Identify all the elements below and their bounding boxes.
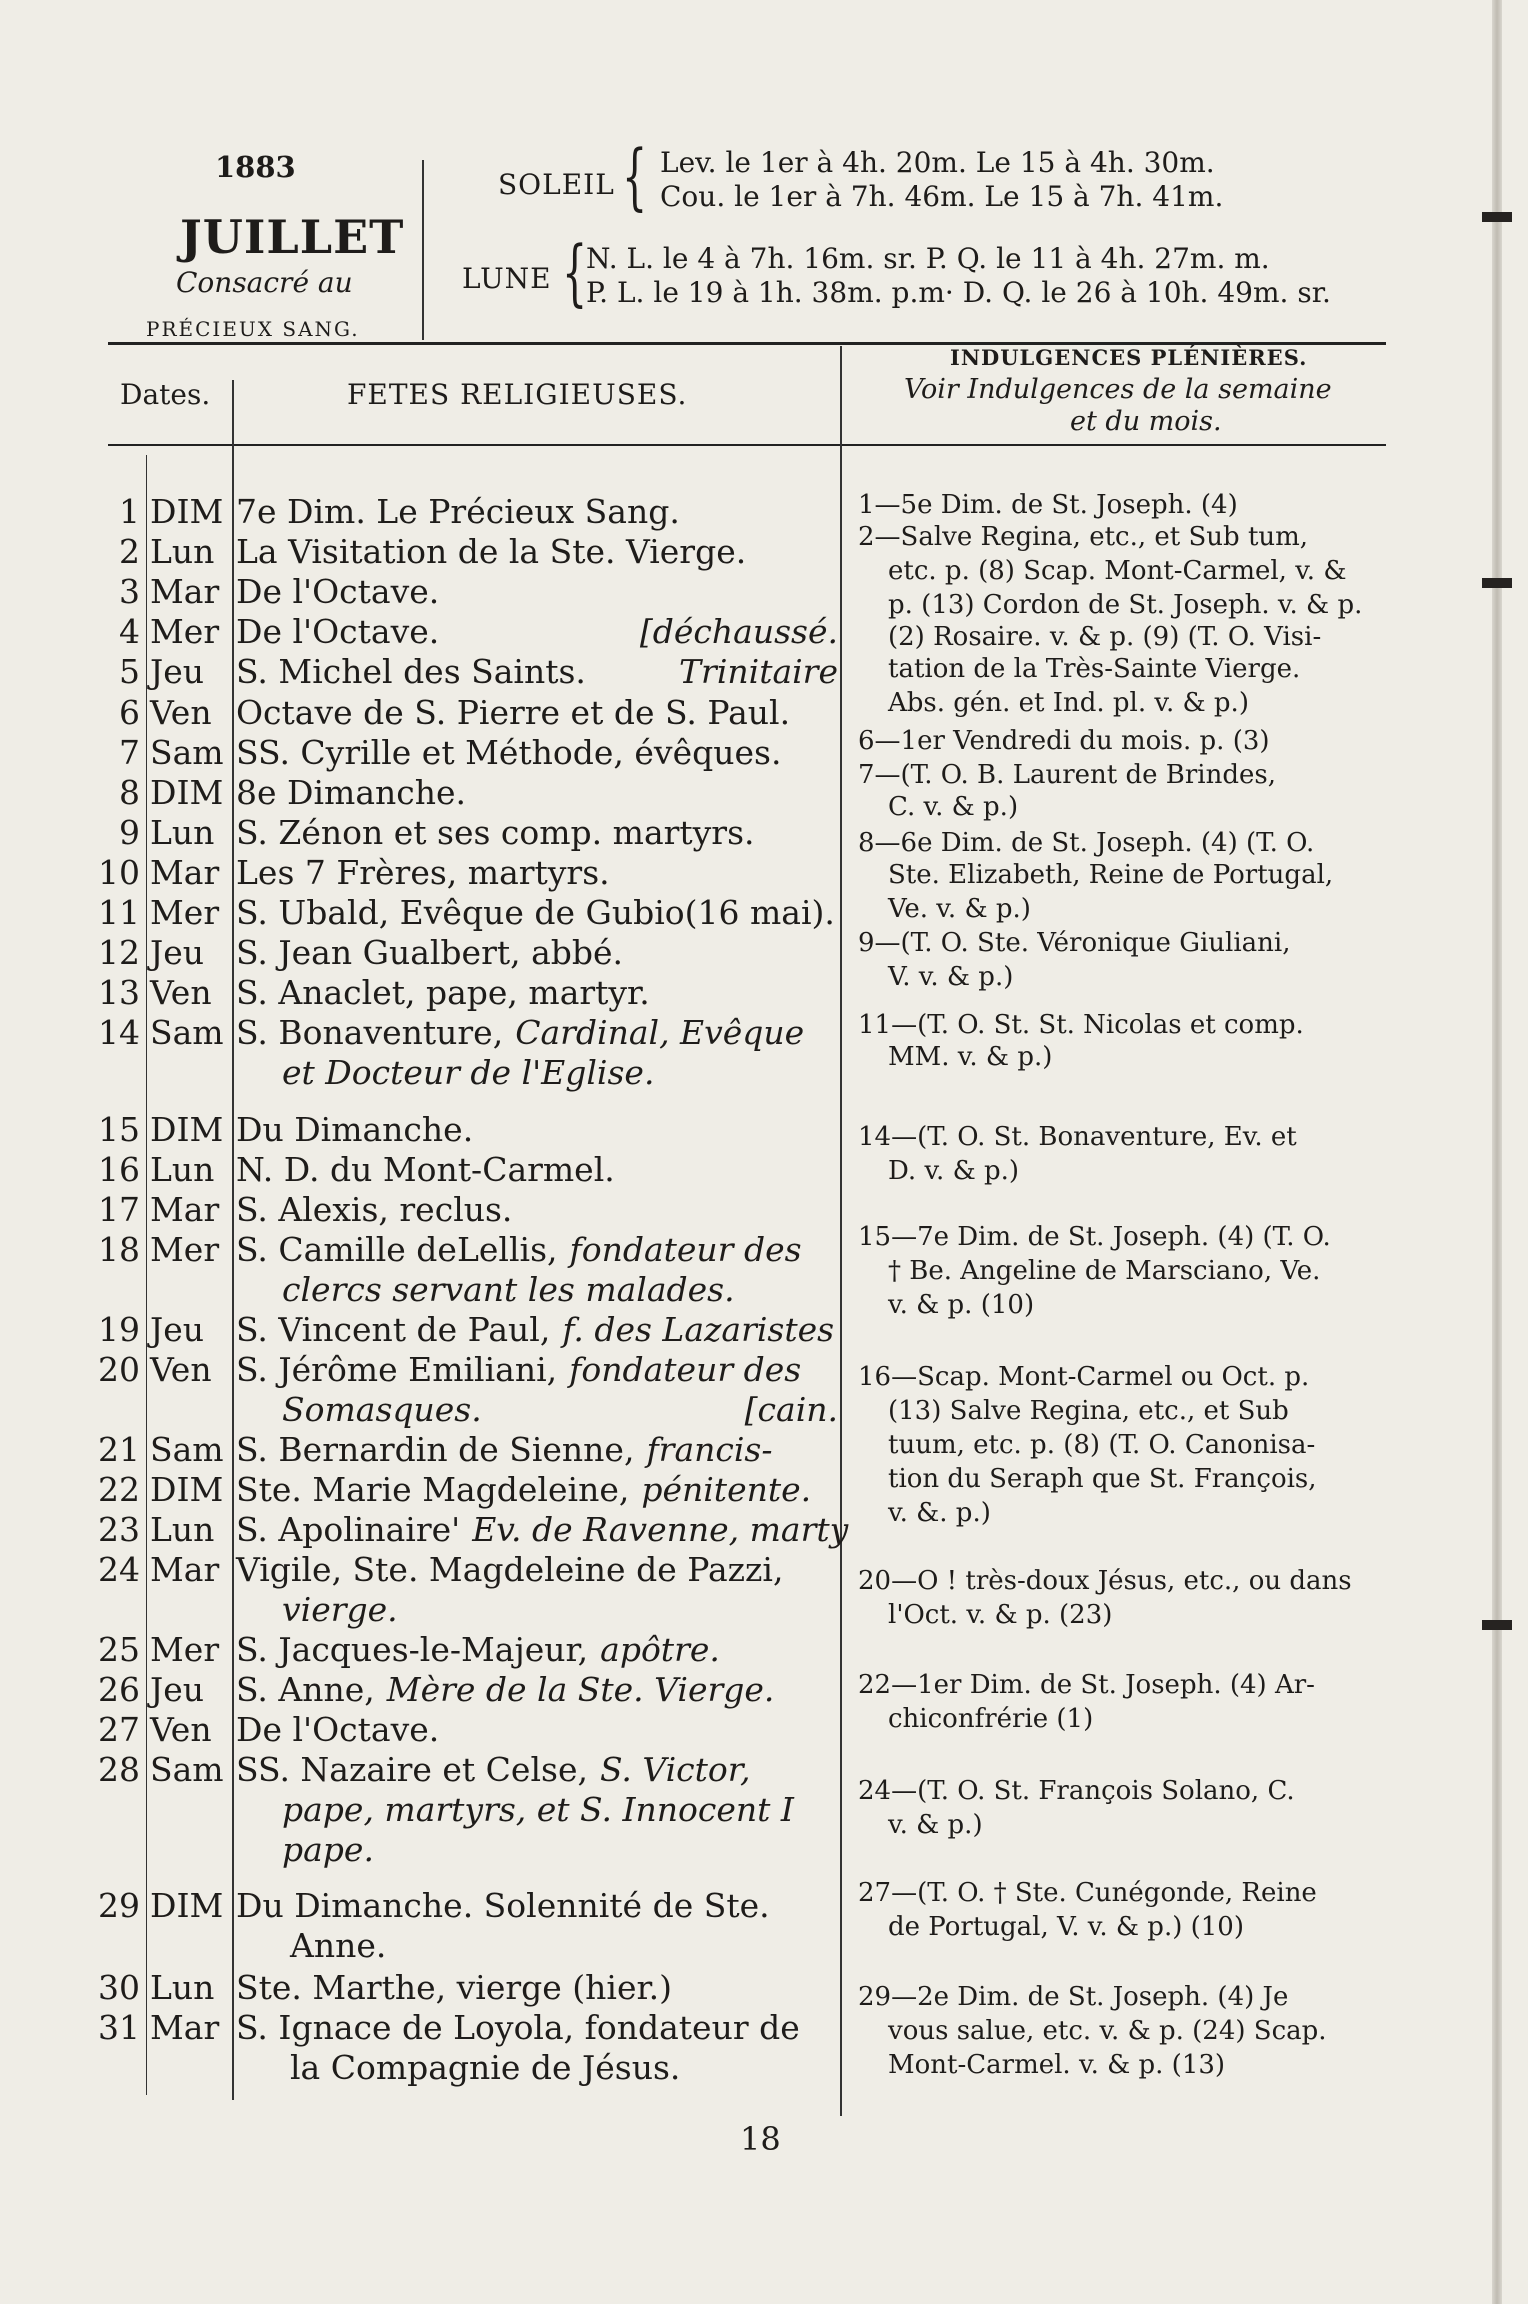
feast-name: SS. Cyrille et Méthode, évêques. — [236, 733, 782, 772]
day-number: 31 — [98, 2008, 140, 2047]
indulgence-line: v. & p.) — [888, 1810, 983, 1840]
year: 1883 — [215, 150, 296, 184]
day-number: 3 — [119, 572, 140, 611]
feast-title-italic: francis- — [646, 1430, 773, 1469]
indulgence-line: D. v. & p.) — [888, 1156, 1020, 1186]
indulgence-line: (13) Salve Regina, etc., et Sub — [888, 1396, 1289, 1426]
feast-name: La Visitation de la Ste. Vierge. — [236, 532, 747, 571]
day-name: Jeu — [150, 1670, 205, 1709]
feast-continuation: vierge. — [282, 1590, 398, 1629]
day-number: 20 — [98, 1350, 140, 1389]
day-number: 24 — [98, 1550, 140, 1589]
day-name: Mer — [150, 612, 220, 651]
feast-name: Ste. Marthe, vierge (hier.) — [236, 1968, 673, 2007]
day-number: 11 — [98, 893, 140, 932]
feast-name: S. Ignace de Loyola, fondateur de — [236, 2008, 800, 2047]
indulgences-header: INDULGENCES PLÉNIÈRES. — [950, 345, 1308, 370]
feast-name: Ste. Marie Magdeleine, — [236, 1470, 630, 1509]
lune-line-1: N. L. le 4 à 7h. 16m. sr. P. Q. le 11 à 4h. 27m. m. — [586, 242, 1270, 275]
indulgence-line: v. &. p.) — [888, 1498, 991, 1528]
feast-title-italic: Cardinal, Evêque — [515, 1013, 805, 1052]
day-name: Mar — [150, 2008, 220, 2047]
feast-name: S. Jacques-le-Majeur, — [236, 1630, 589, 1669]
day-name: Sam — [150, 1750, 224, 1789]
indulgence-line: Abs. gén. et Ind. pl. v. & p.) — [888, 688, 1249, 718]
day-name: Sam — [150, 1430, 224, 1469]
soleil-line-1: Lev. le 1er à 4h. 20m. Le 15 à 4h. 30m. — [660, 146, 1215, 179]
feast-name: S. Zénon et ses comp. martyrs. — [236, 813, 755, 852]
feast-name: Du Dimanche. Solennité de Ste. — [236, 1886, 770, 1925]
indulgence-line: 22—1er Dim. de St. Joseph. (4) Ar- — [858, 1670, 1315, 1700]
indulgence-line: 7—(T. O. B. Laurent de Brindes, — [858, 760, 1277, 790]
feast-continuation: clercs servant les malades. — [282, 1270, 735, 1309]
indulgence-line: 8—6e Dim. de St. Joseph. (4) (T. O. — [858, 828, 1315, 858]
dates-column-rule — [232, 380, 234, 2100]
feast-name: S. Anne, — [236, 1670, 375, 1709]
indulgence-line: p. (13) Cordon de St. Joseph. v. & p. — [888, 590, 1363, 620]
day-name: Sam — [150, 733, 224, 772]
feast-name: S. Bernardin de Sienne, — [236, 1430, 635, 1469]
indulgence-line: 29—2e Dim. de St. Joseph. (4) Je — [858, 1982, 1289, 2012]
day-number: 17 — [98, 1190, 140, 1229]
indulgence-line: 1—5e Dim. de St. Joseph. (4) — [858, 490, 1238, 520]
month-title: JUILLET — [180, 210, 405, 264]
day-number: 6 — [119, 693, 140, 732]
soleil-label: SOLEIL — [498, 168, 615, 201]
day-name: Ven — [150, 1350, 212, 1389]
header-divider — [422, 160, 424, 340]
feast-name: S. Apolinaire' — [236, 1510, 461, 1549]
indulgence-line: tion du Seraph que St. François, — [888, 1464, 1317, 1494]
indulgence-line: 9—(T. O. Ste. Véronique Giuliani, — [858, 928, 1291, 958]
indulgence-line: † Be. Angeline de Marsciano, Ve. — [888, 1256, 1321, 1286]
feast-name: De l'Octave. — [236, 612, 440, 651]
feast-name: S. Alexis, reclus. — [236, 1190, 513, 1229]
day-name: Sam — [150, 1013, 224, 1052]
indulgence-line: 20—O ! très-doux Jésus, etc., ou dans — [858, 1566, 1352, 1596]
feast-name: Les 7 Frères, martyrs. — [236, 853, 610, 892]
dates-header: Dates. — [120, 378, 211, 411]
indulgences-column-rule — [840, 346, 842, 2116]
indulgence-line: de Portugal, V. v. & p.) (10) — [888, 1912, 1244, 1942]
day-name: Lun — [150, 813, 215, 852]
day-number: 14 — [98, 1013, 140, 1052]
feast-name: S. Camille deLellis, — [236, 1230, 558, 1269]
day-name: Ven — [150, 973, 212, 1012]
page-binding-edge — [1492, 0, 1502, 2304]
day-name: Mer — [150, 1230, 220, 1269]
day-name: Ven — [150, 1710, 212, 1749]
indulgence-line: Ste. Elizabeth, Reine de Portugal, — [888, 860, 1334, 890]
day-name: DIM — [150, 1110, 224, 1149]
feast-name: S. Vincent de Paul, — [236, 1310, 551, 1349]
edge-tick-mark — [1482, 1620, 1512, 1630]
feast-name: Octave de S. Pierre et de S. Paul. — [236, 693, 791, 732]
indulgence-line: chiconfrérie (1) — [888, 1704, 1094, 1734]
fetes-header: FETES RELIGIEUSES. — [347, 378, 688, 411]
soleil-brace: { — [622, 134, 648, 218]
indulgence-line: vous salue, etc. v. & p. (24) Scap. — [888, 2016, 1327, 2046]
indulgences-subheader-1: Voir Indulgences de la semaine — [904, 374, 1332, 405]
indulgence-line: V. v. & p.) — [888, 962, 1014, 992]
feast-title-italic: Ev. de Ravenne, marty — [472, 1510, 849, 1549]
feast-name: SS. Nazaire et Celse, — [236, 1750, 588, 1789]
feast-name: S. Michel des Saints. — [236, 652, 586, 691]
day-number: 25 — [98, 1630, 140, 1669]
day-name: Jeu — [150, 1310, 205, 1349]
day-number: 4 — [119, 612, 140, 651]
day-name: Jeu — [150, 933, 205, 972]
indulgence-line: tation de la Très-Sainte Vierge. — [888, 654, 1301, 684]
feast-title-italic: S. Victor, — [599, 1750, 751, 1789]
day-number: 9 — [119, 813, 140, 852]
day-name: Lun — [150, 1510, 215, 1549]
day-number: 30 — [98, 1968, 140, 2007]
day-name: Lun — [150, 532, 215, 571]
table-head-rule — [108, 444, 1386, 446]
day-number: 21 — [98, 1430, 140, 1469]
lune-line-2: P. L. le 19 à 1h. 38m. p.m· D. Q. le 26 à 10h. 49m. sr. — [586, 276, 1331, 309]
day-name: DIM — [150, 773, 224, 812]
feast-continuation: pape, martyrs, et S. Innocent I — [282, 1790, 794, 1829]
indulgence-line: 16—Scap. Mont-Carmel ou Oct. p. — [858, 1362, 1310, 1392]
day-name: DIM — [150, 492, 224, 531]
feast-title-italic: apôtre. — [600, 1630, 720, 1669]
day-name: Mer — [150, 1630, 220, 1669]
day-name: Mar — [150, 572, 220, 611]
day-name: Lun — [150, 1150, 215, 1189]
feast-name: S. Bonaventure, — [236, 1013, 504, 1052]
feast-title-italic: f. des Lazaristes — [562, 1310, 835, 1349]
soleil-line-2: Cou. le 1er à 7h. 46m. Le 15 à 7h. 41m. — [660, 180, 1224, 213]
indulgence-line: (2) Rosaire. v. & p. (9) (T. O. Visi- — [888, 622, 1322, 652]
day-number: 27 — [98, 1710, 140, 1749]
indulgence-line: 2—Salve Regina, etc., et Sub tum, — [858, 522, 1309, 552]
indulgence-line: 14—(T. O. St. Bonaventure, Ev. et — [858, 1122, 1297, 1152]
day-name: Mer — [150, 893, 220, 932]
feast-name: S. Jean Gualbert, abbé. — [236, 933, 624, 972]
page-number: 18 — [740, 2120, 781, 2158]
day-number: 13 — [98, 973, 140, 1012]
day-number: 2 — [119, 532, 140, 571]
day-name: Mar — [150, 853, 220, 892]
day-name: Mar — [150, 1190, 220, 1229]
feast-name: N. D. du Mont-Carmel. — [236, 1150, 615, 1189]
feast-title-italic: pénitente. — [641, 1470, 812, 1509]
indulgence-line: C. v. & p.) — [888, 792, 1019, 822]
feast-continuation: Somasques. — [282, 1390, 482, 1429]
day-number: 10 — [98, 853, 140, 892]
lune-label: LUNE — [462, 262, 552, 295]
feast-note: Trinitaire — [679, 652, 838, 691]
day-name: DIM — [150, 1886, 224, 1925]
feast-title-italic: fondateur des — [569, 1350, 802, 1389]
day-number-rule — [146, 455, 147, 2095]
indulgence-line: etc. p. (8) Scap. Mont-Carmel, v. & — [888, 556, 1347, 586]
day-number: 8 — [119, 773, 140, 812]
indulgences-subheader-2: et du mois. — [1070, 406, 1222, 437]
indulgence-line: l'Oct. v. & p. (23) — [888, 1600, 1113, 1630]
day-number: 23 — [98, 1510, 140, 1549]
indulgence-line: MM. v. & p.) — [888, 1042, 1053, 1072]
indulgence-line: Ve. v. & p.) — [888, 894, 1031, 924]
indulgence-line: 6—1er Vendredi du mois. p. (3) — [858, 726, 1270, 756]
feast-name: De l'Octave. — [236, 1710, 440, 1749]
consecration-label: Consacré au — [176, 266, 353, 299]
feast-name: Vigile, Ste. Magdeleine de Pazzi, — [236, 1550, 784, 1589]
feast-name: S. Jérôme Emiliani, — [236, 1350, 558, 1389]
edge-tick-mark — [1482, 212, 1512, 222]
indulgence-line: v. & p. (10) — [888, 1290, 1035, 1320]
dedication: PRÉCIEUX SANG. — [146, 317, 360, 341]
feast-note: [déchaussé. — [639, 612, 838, 651]
edge-tick-mark — [1482, 578, 1512, 588]
indulgence-line: 11—(T. O. St. St. Nicolas et comp. — [858, 1010, 1304, 1040]
day-name: DIM — [150, 1470, 224, 1509]
indulgence-line: 24—(T. O. St. François Solano, C. — [858, 1776, 1295, 1806]
day-number: 18 — [98, 1230, 140, 1269]
day-number: 1 — [119, 492, 140, 531]
feast-title-italic: fondateur des — [569, 1230, 802, 1269]
day-number: 15 — [98, 1110, 140, 1149]
day-number: 26 — [98, 1670, 140, 1709]
feast-name: Du Dimanche. — [236, 1110, 474, 1149]
feast-name: De l'Octave. — [236, 572, 440, 611]
feast-note: [cain. — [744, 1390, 838, 1429]
day-number: 7 — [119, 733, 140, 772]
day-number: 12 — [98, 933, 140, 972]
feast-title-italic: Mère de la Ste. Vierge. — [386, 1670, 775, 1709]
day-name: Mar — [150, 1550, 220, 1589]
indulgence-line: 27—(T. O. † Ste. Cunégonde, Reine — [858, 1878, 1317, 1908]
feast-name: S. Anaclet, pape, martyr. — [236, 973, 650, 1012]
day-number: 5 — [119, 652, 140, 691]
feast-name: 7e Dim. Le Précieux Sang. — [236, 492, 680, 531]
day-name: Ven — [150, 693, 212, 732]
feast-continuation: pape. — [282, 1830, 374, 1869]
feast-name: 8e Dimanche. — [236, 773, 467, 812]
lune-brace: { — [562, 230, 588, 314]
feast-continuation: et Docteur de l'Eglise. — [282, 1053, 655, 1092]
indulgence-line: tuum, etc. p. (8) (T. O. Canonisa- — [888, 1430, 1316, 1460]
day-number: 29 — [98, 1886, 140, 1925]
day-number: 19 — [98, 1310, 140, 1349]
day-name: Jeu — [150, 652, 205, 691]
day-number: 16 — [98, 1150, 140, 1189]
feast-continuation: la Compagnie de Jésus. — [290, 2048, 681, 2087]
feast-name: S. Ubald, Evêque de Gubio(16 mai). — [236, 893, 835, 932]
indulgence-line: Mont-Carmel. v. & p. (13) — [888, 2050, 1226, 2080]
feast-continuation: Anne. — [290, 1926, 387, 1965]
indulgence-line: 15—7e Dim. de St. Joseph. (4) (T. O. — [858, 1222, 1331, 1252]
day-number: 22 — [98, 1470, 140, 1509]
day-name: Lun — [150, 1968, 215, 2007]
day-number: 28 — [98, 1750, 140, 1789]
